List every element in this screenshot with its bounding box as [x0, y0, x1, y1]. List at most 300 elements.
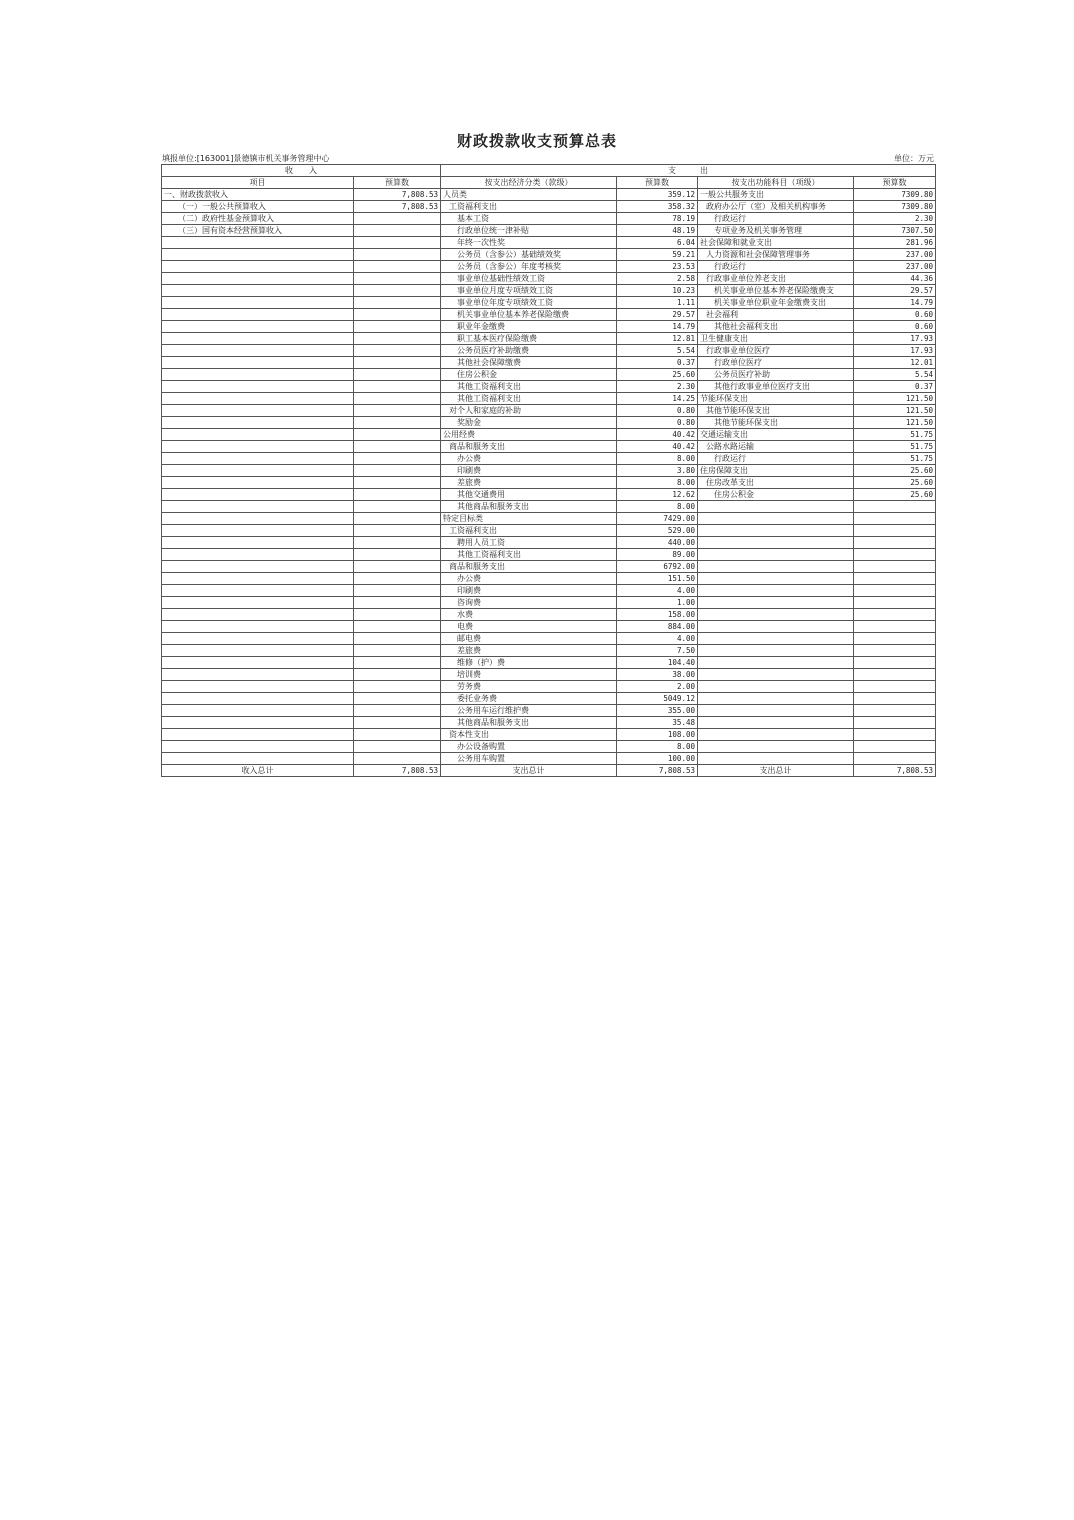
income-budget-cell	[354, 645, 441, 657]
income-budget-cell	[354, 489, 441, 501]
func-budget-cell: 25.60	[854, 489, 936, 501]
income-item-cell	[162, 273, 354, 285]
econ-class-cell: 其他工资福利支出	[441, 393, 617, 405]
econ-class-cell: 公务用车运行维护费	[441, 705, 617, 717]
econ-class-cell: 劳务费	[441, 681, 617, 693]
income-budget-cell	[354, 753, 441, 765]
table-row	[162, 273, 936, 285]
func-class-cell	[698, 645, 854, 657]
income-budget-cell	[354, 669, 441, 681]
table-row	[162, 681, 936, 693]
func-class-cell: 住房公积金	[698, 489, 854, 501]
table-row	[162, 573, 936, 585]
econ-class-cell: 电费	[441, 621, 617, 633]
income-item-cell	[162, 285, 354, 297]
econ-class-cell: 水费	[441, 609, 617, 621]
table-row	[162, 429, 936, 441]
income-budget-cell	[354, 705, 441, 717]
econ-class-cell: 咨询费	[441, 597, 617, 609]
econ-class-cell: 特定目标类	[441, 513, 617, 525]
func-class-cell: 专项业务及机关事务管理	[698, 225, 854, 237]
income-item-cell	[162, 693, 354, 705]
econ-class-cell: 事业单位月度专项绩效工资	[441, 285, 617, 297]
func-class-cell: 公务员医疗补助	[698, 369, 854, 381]
table-row	[162, 621, 936, 633]
func-class-cell: 其他节能环保支出	[698, 405, 854, 417]
func-budget-cell: 17.93	[854, 345, 936, 357]
table-row	[162, 609, 936, 621]
func-class-cell: 其他行政事业单位医疗支出	[698, 381, 854, 393]
func-class-cell: 行政事业单位医疗	[698, 345, 854, 357]
income-item-cell	[162, 261, 354, 273]
econ-budget-cell: 529.00	[617, 525, 698, 537]
func-total-value: 7,808.53	[854, 765, 936, 777]
econ-class-cell: 公务员医疗补助缴费	[441, 345, 617, 357]
econ-class-cell: 资本性支出	[441, 729, 617, 741]
econ-class-cell: 年终一次性奖	[441, 237, 617, 249]
econ-budget-cell: 14.25	[617, 393, 698, 405]
econ-budget-cell: 8.00	[617, 741, 698, 753]
income-item-cell	[162, 669, 354, 681]
econ-budget-cell: 59.21	[617, 249, 698, 261]
econ-budget-cell: 108.00	[617, 729, 698, 741]
income-budget-cell: 7,808.53	[354, 189, 441, 201]
income-budget-cell	[354, 417, 441, 429]
table-row	[162, 357, 936, 369]
econ-budget-cell: 6792.00	[617, 561, 698, 573]
func-class-cell	[698, 657, 854, 669]
func-budget-cell: 25.60	[854, 477, 936, 489]
func-class-cell: 行政单位医疗	[698, 357, 854, 369]
table-row	[162, 597, 936, 609]
func-class-cell: 一般公共服务支出	[698, 189, 854, 201]
income-item-cell	[162, 297, 354, 309]
income-budget-cell	[354, 597, 441, 609]
func-budget-cell	[854, 585, 936, 597]
econ-budget-cell: 2.30	[617, 381, 698, 393]
table-row	[162, 489, 936, 501]
econ-budget-cell: 23.53	[617, 261, 698, 273]
table-row	[162, 393, 936, 405]
econ-budget-cell: 5049.12	[617, 693, 698, 705]
table-row	[162, 753, 936, 765]
income-item-cell	[162, 609, 354, 621]
func-class-cell: 社会保障和就业支出	[698, 237, 854, 249]
econ-budget-cell: 2.58	[617, 273, 698, 285]
income-item-cell: （一）一般公共预算收入	[162, 201, 354, 213]
table-row	[162, 645, 936, 657]
econ-class-cell: 印刷费	[441, 465, 617, 477]
econ-budget-cell: 48.19	[617, 225, 698, 237]
income-budget-cell	[354, 273, 441, 285]
func-class-cell: 节能环保支出	[698, 393, 854, 405]
table-row	[162, 321, 936, 333]
currency-unit: 单位：万元	[894, 154, 934, 163]
table-row	[162, 213, 936, 225]
func-budget-cell: 17.93	[854, 333, 936, 345]
func-budget-cell	[854, 717, 936, 729]
func-class-header: 按支出功能科目（项级）	[698, 177, 854, 189]
income-budget-cell	[354, 537, 441, 549]
econ-budget-cell: 3.80	[617, 465, 698, 477]
econ-class-cell: 印刷费	[441, 585, 617, 597]
econ-budget-cell: 1.11	[617, 297, 698, 309]
income-budget-cell	[354, 321, 441, 333]
econ-class-cell: 维修（护）费	[441, 657, 617, 669]
income-item-cell	[162, 537, 354, 549]
econ-class-cell: 工资福利支出	[441, 201, 617, 213]
func-budget-cell	[854, 633, 936, 645]
econ-class-cell: 商品和服务支出	[441, 561, 617, 573]
func-class-cell: 交通运输支出	[698, 429, 854, 441]
func-budget-cell: 7309.80	[854, 201, 936, 213]
econ-class-cell: 对个人和家庭的补助	[441, 405, 617, 417]
income-budget-cell	[354, 453, 441, 465]
income-budget-cell	[354, 369, 441, 381]
econ-class-cell: 差旅费	[441, 645, 617, 657]
income-item-cell	[162, 441, 354, 453]
func-class-cell: 住房改革支出	[698, 477, 854, 489]
income-group-header: 收 入	[162, 165, 441, 177]
func-class-cell	[698, 681, 854, 693]
func-budget-cell: 0.60	[854, 309, 936, 321]
func-budget-cell	[854, 753, 936, 765]
func-class-cell: 其他节能环保支出	[698, 417, 854, 429]
econ-class-cell: 公务员（含参公）年度考核奖	[441, 261, 617, 273]
func-budget-cell	[854, 513, 936, 525]
income-item-cell	[162, 621, 354, 633]
income-item-cell	[162, 501, 354, 513]
func-class-cell: 政府办公厅（室）及相关机构事务	[698, 201, 854, 213]
func-class-cell	[698, 525, 854, 537]
income-item-cell	[162, 729, 354, 741]
income-item-cell	[162, 525, 354, 537]
income-item-cell: （二）政府性基金预算收入	[162, 213, 354, 225]
econ-class-cell: 机关事业单位基本养老保险缴费	[441, 309, 617, 321]
func-budget-cell	[854, 561, 936, 573]
func-budget-cell	[854, 621, 936, 633]
econ-class-cell: 职工基本医疗保险缴费	[441, 333, 617, 345]
econ-class-cell: 办公设备购置	[441, 741, 617, 753]
econ-budget-cell: 8.00	[617, 477, 698, 489]
func-budget-cell	[854, 501, 936, 513]
func-budget-cell: 14.79	[854, 297, 936, 309]
income-total-value: 7,808.53	[354, 765, 441, 777]
econ-class-cell: 住房公积金	[441, 369, 617, 381]
econ-budget-cell: 8.00	[617, 501, 698, 513]
econ-budget-cell: 5.54	[617, 345, 698, 357]
income-item-cell	[162, 465, 354, 477]
func-class-cell	[698, 501, 854, 513]
income-item-cell	[162, 345, 354, 357]
income-item-cell	[162, 393, 354, 405]
income-budget-cell	[354, 429, 441, 441]
econ-total-label: 支出总计	[441, 765, 617, 777]
income-budget-cell	[354, 549, 441, 561]
econ-total-value: 7,808.53	[617, 765, 698, 777]
func-total-label: 支出总计	[698, 765, 854, 777]
income-budget-cell	[354, 465, 441, 477]
func-class-cell: 住房保障支出	[698, 465, 854, 477]
income-item-cell	[162, 429, 354, 441]
econ-class-cell: 培训费	[441, 669, 617, 681]
table-row	[162, 441, 936, 453]
econ-budget-cell: 8.00	[617, 453, 698, 465]
income-item-cell	[162, 561, 354, 573]
func-class-cell	[698, 669, 854, 681]
econ-class-cell: 委托业务费	[441, 693, 617, 705]
econ-class-cell: 其他工资福利支出	[441, 381, 617, 393]
income-item-cell	[162, 549, 354, 561]
econ-class-cell: 事业单位年度专项绩效工资	[441, 297, 617, 309]
econ-budget-cell: 6.04	[617, 237, 698, 249]
income-budget-cell	[354, 513, 441, 525]
income-budget-cell	[354, 681, 441, 693]
func-class-cell: 机关事业单位职业年金缴费支出	[698, 297, 854, 309]
income-item-cell	[162, 321, 354, 333]
income-budget-cell	[354, 621, 441, 633]
budget-table	[161, 164, 936, 777]
income-budget-cell	[354, 249, 441, 261]
func-budget-cell	[854, 681, 936, 693]
func-class-cell	[698, 513, 854, 525]
table-row	[162, 249, 936, 261]
income-budget-cell: 7,808.53	[354, 201, 441, 213]
func-budget-cell	[854, 741, 936, 753]
econ-class-cell: 职业年金缴费	[441, 321, 617, 333]
econ-class-cell: 公务用车购置	[441, 753, 617, 765]
func-class-cell	[698, 633, 854, 645]
income-item-cell	[162, 513, 354, 525]
table-row	[162, 345, 936, 357]
econ-budget-cell: 2.00	[617, 681, 698, 693]
income-total-label: 收入总计	[162, 765, 354, 777]
econ-budget-cell: 0.37	[617, 357, 698, 369]
func-class-cell	[698, 597, 854, 609]
econ-class-cell: 其他交通费用	[441, 489, 617, 501]
table-row	[162, 705, 936, 717]
func-class-cell	[698, 573, 854, 585]
func-budget-cell: 7309.80	[854, 189, 936, 201]
func-budget-cell	[854, 597, 936, 609]
econ-budget-cell: 14.79	[617, 321, 698, 333]
income-budget-cell	[354, 261, 441, 273]
func-budget-cell: 121.50	[854, 417, 936, 429]
econ-class-cell: 基本工资	[441, 213, 617, 225]
func-budget-cell: 7307.50	[854, 225, 936, 237]
table-row	[162, 693, 936, 705]
econ-budget-cell: 29.57	[617, 309, 698, 321]
income-budget-cell	[354, 633, 441, 645]
func-budget-cell: 2.30	[854, 213, 936, 225]
econ-budget-cell: 104.40	[617, 657, 698, 669]
income-item-cell	[162, 633, 354, 645]
econ-budget-cell: 7429.00	[617, 513, 698, 525]
func-budget-cell: 25.60	[854, 465, 936, 477]
income-item-cell	[162, 657, 354, 669]
income-budget-cell	[354, 345, 441, 357]
income-item-header: 项目	[162, 177, 354, 189]
func-class-cell	[698, 693, 854, 705]
income-budget-cell	[354, 525, 441, 537]
income-item-cell	[162, 489, 354, 501]
econ-budget-cell: 35.48	[617, 717, 698, 729]
econ-budget-cell: 4.00	[617, 633, 698, 645]
econ-budget-cell: 40.42	[617, 441, 698, 453]
econ-class-cell: 其他商品和服务支出	[441, 717, 617, 729]
func-budget-cell	[854, 705, 936, 717]
table-row	[162, 381, 936, 393]
totals-row	[162, 765, 936, 777]
econ-budget-cell: 440.00	[617, 537, 698, 549]
income-budget-cell	[354, 297, 441, 309]
func-class-cell: 其他社会福利支出	[698, 321, 854, 333]
func-budget-cell: 51.75	[854, 429, 936, 441]
income-item-cell	[162, 249, 354, 261]
econ-budget-cell: 0.80	[617, 405, 698, 417]
table-row	[162, 657, 936, 669]
func-budget-cell: 0.60	[854, 321, 936, 333]
func-class-cell	[698, 585, 854, 597]
income-budget-cell	[354, 501, 441, 513]
table-row	[162, 237, 936, 249]
econ-budget-cell: 12.62	[617, 489, 698, 501]
func-budget-cell: 0.37	[854, 381, 936, 393]
income-budget-cell	[354, 381, 441, 393]
reporting-unit: 填报单位:[163001]景德镇市机关事务管理中心	[162, 154, 330, 163]
func-class-cell: 行政运行	[698, 213, 854, 225]
income-item-cell	[162, 237, 354, 249]
table-row	[162, 453, 936, 465]
econ-class-cell: 公务员（含参公）基础绩效奖	[441, 249, 617, 261]
table-row	[162, 537, 936, 549]
func-budget-cell	[854, 549, 936, 561]
income-item-cell: 一、财政拨款收入	[162, 189, 354, 201]
econ-budget-header: 预算数	[617, 177, 698, 189]
econ-budget-cell: 12.81	[617, 333, 698, 345]
table-row	[162, 225, 936, 237]
econ-class-cell: 邮电费	[441, 633, 617, 645]
func-budget-cell: 44.36	[854, 273, 936, 285]
income-budget-cell	[354, 585, 441, 597]
income-budget-cell	[354, 285, 441, 297]
income-budget-cell	[354, 609, 441, 621]
table-row	[162, 333, 936, 345]
func-class-cell: 行政运行	[698, 453, 854, 465]
func-budget-cell: 237.00	[854, 249, 936, 261]
func-class-cell: 行政运行	[698, 261, 854, 273]
income-item-cell	[162, 309, 354, 321]
func-budget-cell: 237.00	[854, 261, 936, 273]
table-row	[162, 405, 936, 417]
income-budget-cell	[354, 405, 441, 417]
econ-class-cell: 差旅费	[441, 477, 617, 489]
func-budget-cell: 12.01	[854, 357, 936, 369]
income-budget-cell	[354, 237, 441, 249]
income-budget-cell	[354, 441, 441, 453]
func-class-cell	[698, 561, 854, 573]
income-item-cell	[162, 417, 354, 429]
func-class-cell	[698, 741, 854, 753]
table-row	[162, 201, 936, 213]
table-row	[162, 669, 936, 681]
func-class-cell	[698, 621, 854, 633]
func-class-cell	[698, 717, 854, 729]
econ-class-cell: 行政单位统一津补贴	[441, 225, 617, 237]
income-item-cell	[162, 753, 354, 765]
econ-budget-cell: 359.12	[617, 189, 698, 201]
func-class-cell: 机关事业单位基本养老保险缴费支	[698, 285, 854, 297]
income-budget-cell	[354, 717, 441, 729]
func-class-cell: 社会福利	[698, 309, 854, 321]
func-budget-cell: 121.50	[854, 405, 936, 417]
income-item-cell	[162, 741, 354, 753]
econ-class-header: 按支出经济分类（款级）	[441, 177, 617, 189]
func-class-cell: 卫生健康支出	[698, 333, 854, 345]
func-budget-cell	[854, 645, 936, 657]
income-budget-cell	[354, 561, 441, 573]
table-row	[162, 525, 936, 537]
func-budget-cell: 29.57	[854, 285, 936, 297]
income-budget-cell	[354, 657, 441, 669]
income-budget-cell	[354, 729, 441, 741]
func-budget-cell: 51.75	[854, 441, 936, 453]
func-class-cell	[698, 705, 854, 717]
table-row	[162, 261, 936, 273]
econ-budget-cell: 158.00	[617, 609, 698, 621]
econ-budget-cell: 4.00	[617, 585, 698, 597]
table-row	[162, 285, 936, 297]
func-budget-cell: 281.96	[854, 237, 936, 249]
econ-class-cell: 公用经费	[441, 429, 617, 441]
econ-budget-cell: 10.23	[617, 285, 698, 297]
income-item-cell	[162, 369, 354, 381]
func-budget-cell: 5.54	[854, 369, 936, 381]
econ-class-cell: 其他社会保障缴费	[441, 357, 617, 369]
income-budget-cell	[354, 225, 441, 237]
income-budget-cell	[354, 573, 441, 585]
func-budget-cell	[854, 537, 936, 549]
econ-budget-cell: 884.00	[617, 621, 698, 633]
income-budget-cell	[354, 213, 441, 225]
income-item-cell	[162, 453, 354, 465]
header-group-row	[162, 165, 936, 177]
econ-class-cell: 人员类	[441, 189, 617, 201]
func-class-cell: 行政事业单位养老支出	[698, 273, 854, 285]
func-budget-cell	[854, 693, 936, 705]
income-item-cell	[162, 597, 354, 609]
func-budget-cell	[854, 657, 936, 669]
income-budget-cell	[354, 393, 441, 405]
income-item-cell	[162, 681, 354, 693]
econ-budget-cell: 78.19	[617, 213, 698, 225]
econ-budget-cell: 38.00	[617, 669, 698, 681]
econ-class-cell: 办公费	[441, 453, 617, 465]
econ-class-cell: 奖励金	[441, 417, 617, 429]
func-budget-header: 预算数	[854, 177, 936, 189]
func-class-cell	[698, 549, 854, 561]
income-budget-cell	[354, 477, 441, 489]
func-budget-cell	[854, 729, 936, 741]
econ-budget-cell: 358.32	[617, 201, 698, 213]
income-item-cell	[162, 357, 354, 369]
table-row	[162, 297, 936, 309]
income-item-cell	[162, 705, 354, 717]
econ-budget-cell: 355.00	[617, 705, 698, 717]
income-budget-cell	[354, 333, 441, 345]
table-row	[162, 633, 936, 645]
income-budget-cell	[354, 741, 441, 753]
